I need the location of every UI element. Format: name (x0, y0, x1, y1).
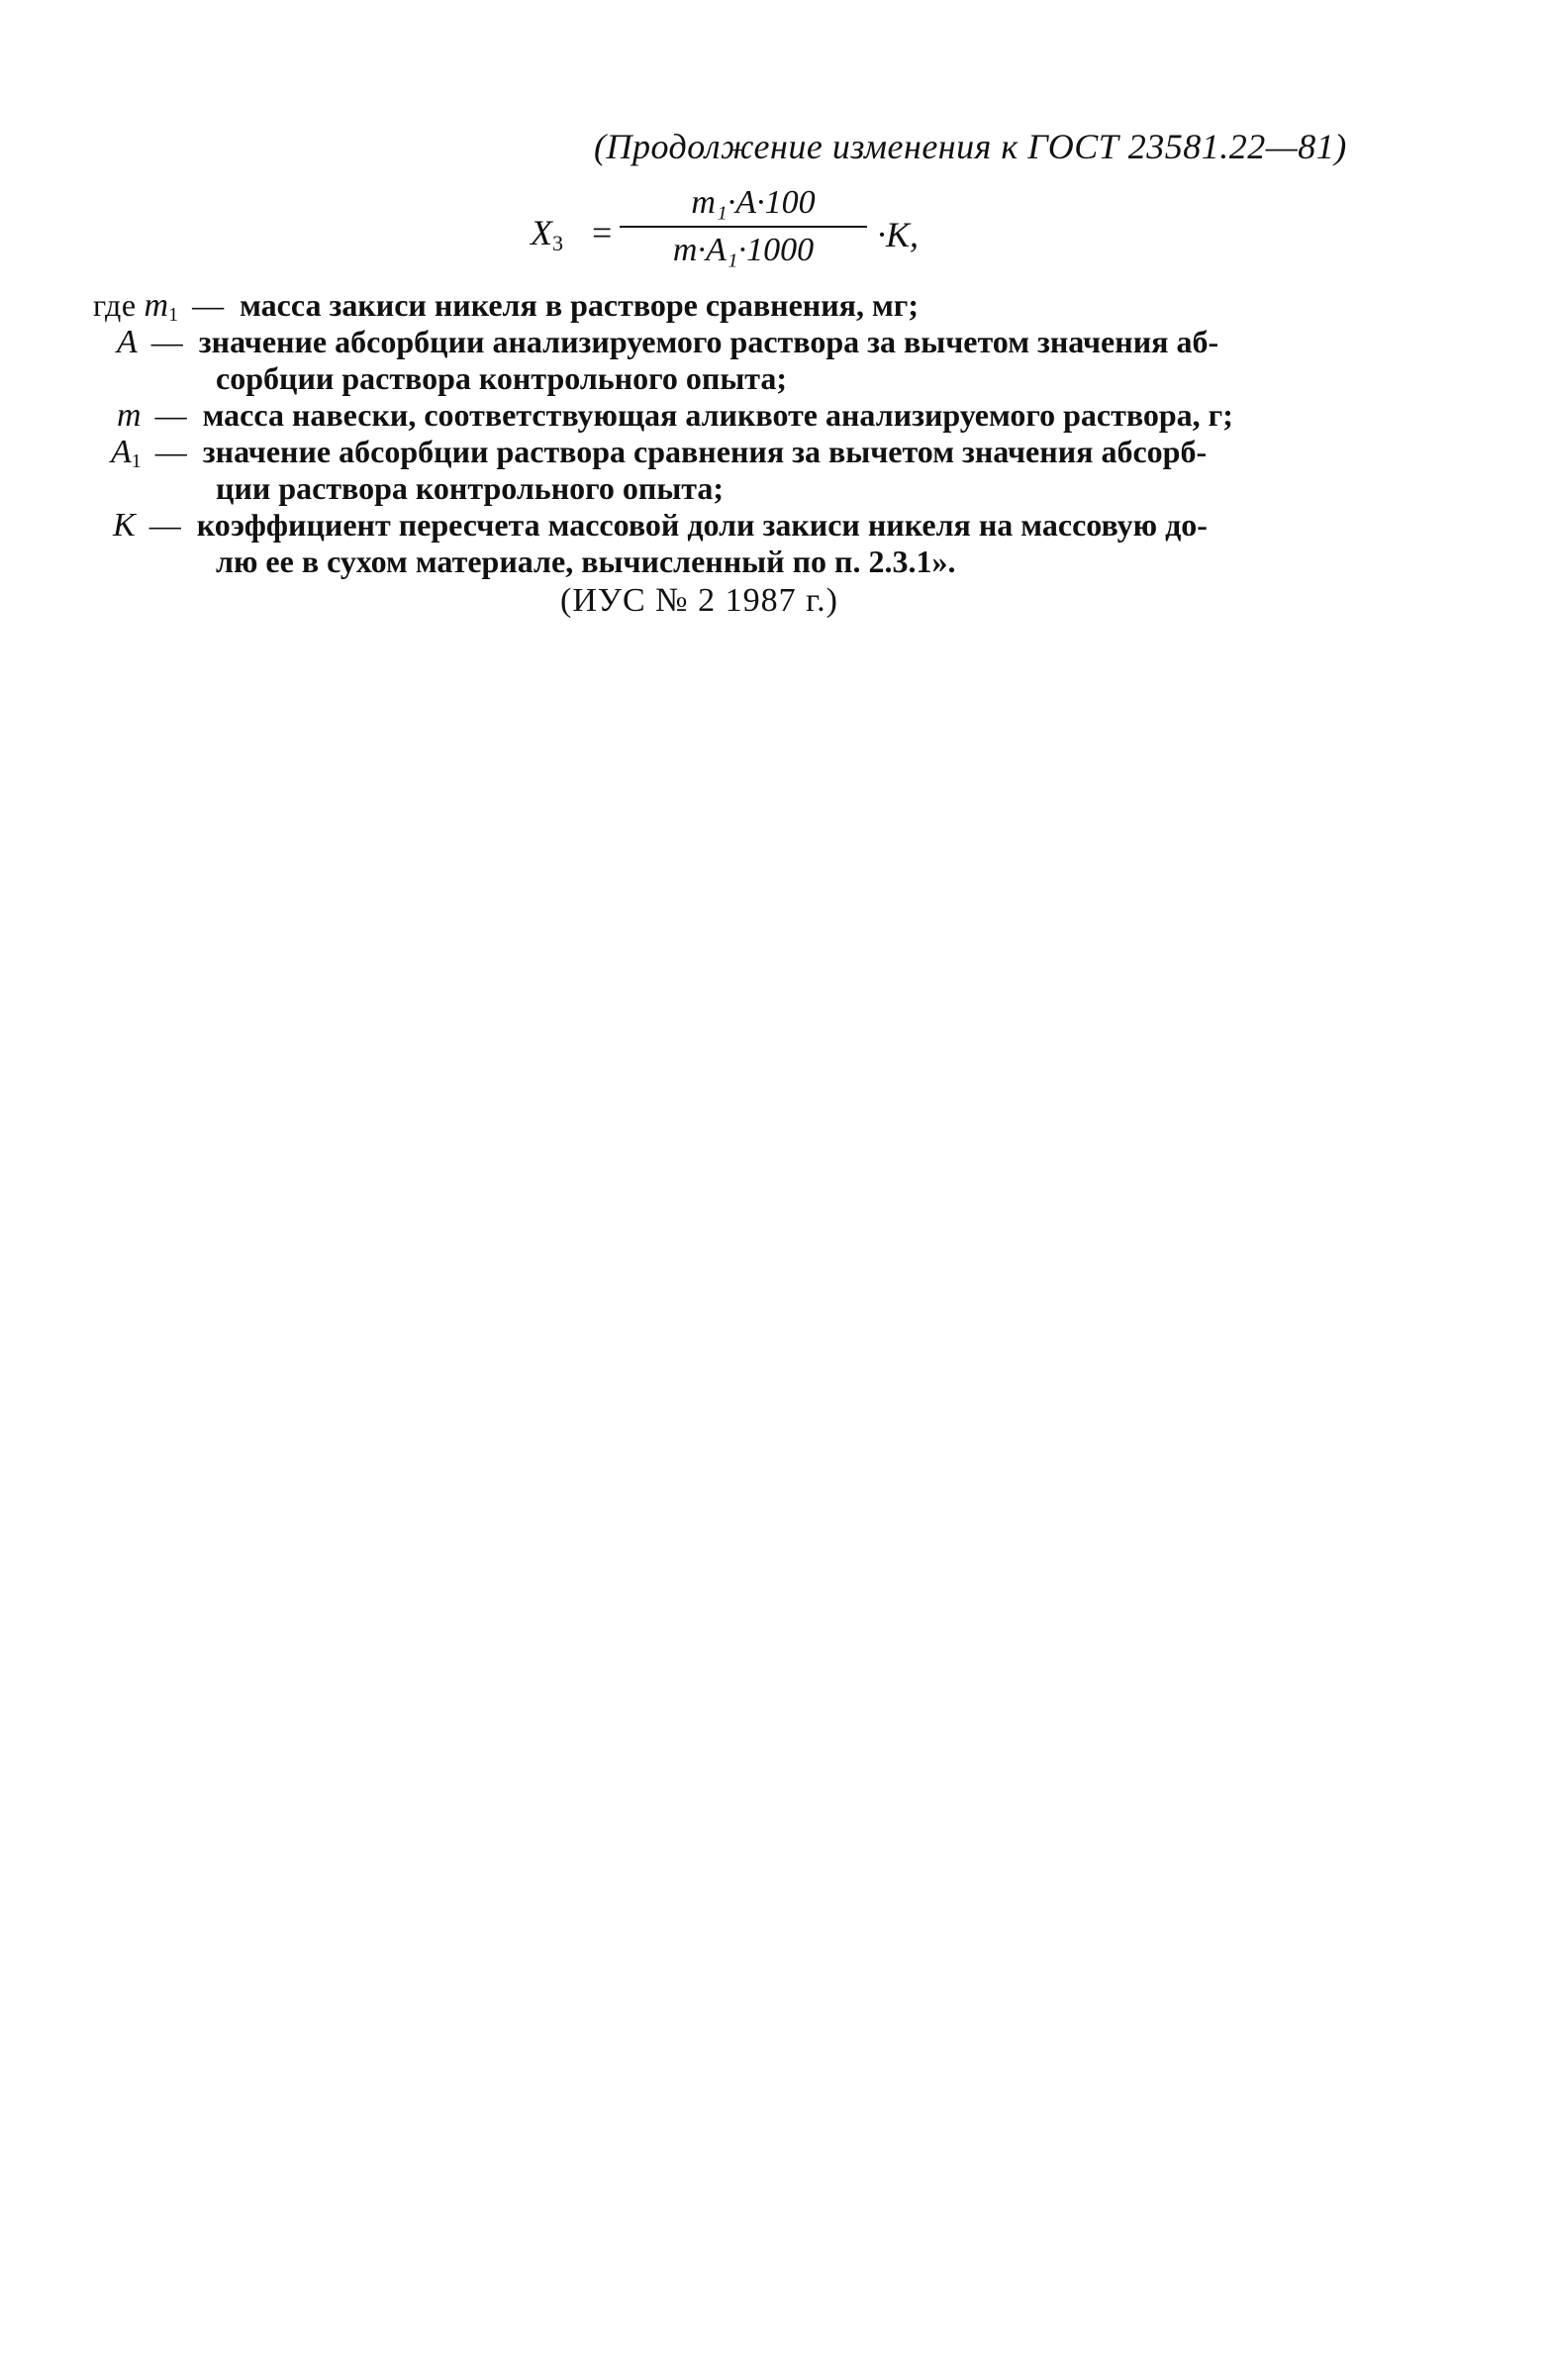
where-label: где (93, 287, 137, 323)
definition-text: значение абсорбции раствора сравнения за вычетом значения абсорб- (202, 434, 1208, 469)
formula-lhs (531, 212, 563, 256)
formula-equals: = (592, 213, 613, 252)
formula-numerator: m₁·A·100 (691, 184, 816, 221)
continuation-header: (Продолжение изменения к ГОСТ 23581.22—81) (594, 127, 1347, 166)
definition-var: K (113, 507, 136, 544)
formula-lhs-sub: 3 (552, 231, 563, 255)
definition-text: коэффициент пересчета массовой доли закиси никеля на массовую до- (196, 507, 1208, 543)
fraction-bar (620, 226, 867, 228)
definition-var: $A_1$ (111, 434, 142, 472)
definition-text: лю ее в сухом материале, вычисленный по п. 2.3.1». (216, 544, 956, 579)
definition-var: A (117, 324, 138, 360)
definition-var: $m_1$ (144, 287, 179, 326)
definition-a-line2 (216, 360, 787, 397)
definition-text: масса закиси никеля в растворе сравнения, мг; (240, 287, 919, 323)
definition-text: значение абсорбции анализируемого раствора за вычетом значения аб- (198, 324, 1219, 359)
definition-dash: — (154, 434, 187, 469)
formula-lhs-var: X (531, 213, 552, 252)
formula-denominator: m·A₁·1000 (672, 232, 815, 268)
definition-k-line2 (216, 544, 955, 580)
source-reference: (ИУС № 2 1987 г.) (560, 582, 838, 619)
definition-dash: — (148, 507, 181, 543)
definition-dash: — (150, 324, 183, 359)
formula-fraction (620, 182, 867, 271)
definition-a1-line2 (216, 470, 724, 507)
definition-text: масса навески, соответствующая аликвоте анализируемого раствора, г; (202, 397, 1233, 433)
formula-tail: ·K, (877, 215, 920, 254)
definition-dash: — (154, 397, 187, 433)
definition-var: m (117, 397, 142, 434)
definition-dash: — (192, 287, 225, 323)
formula-x3 (531, 182, 946, 281)
definition-text: ции раствора контрольного опыта; (216, 470, 725, 506)
definition-text: сорбции раствора контрольного опыта; (216, 360, 788, 396)
